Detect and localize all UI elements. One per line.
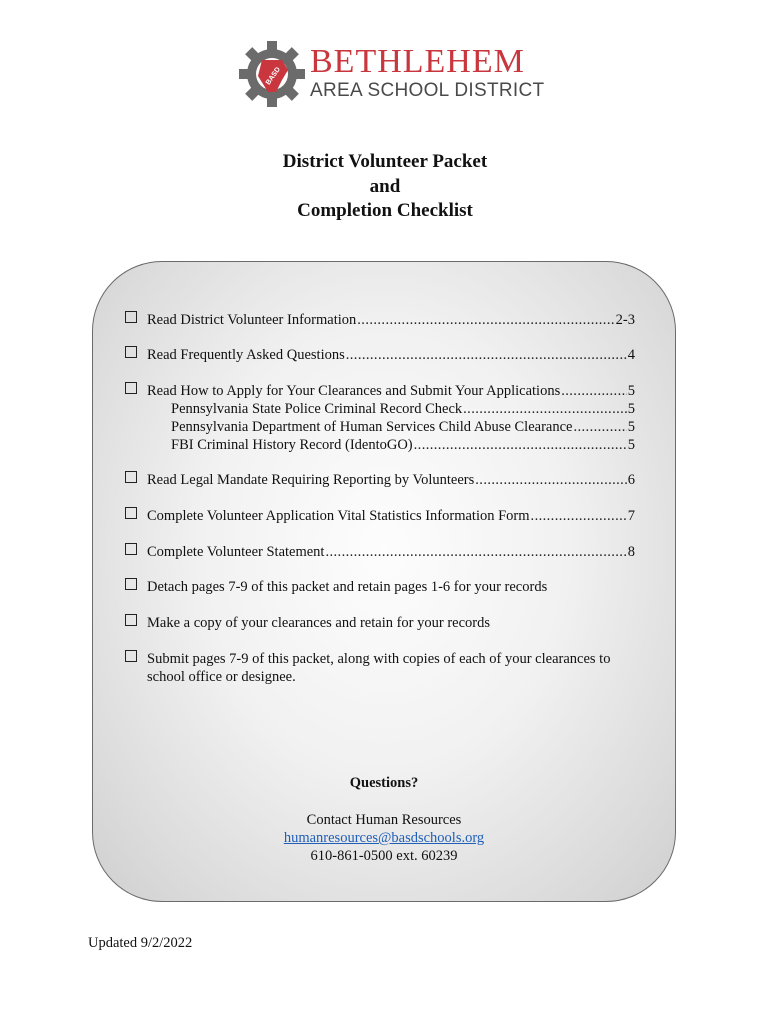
checkbox[interactable] (125, 346, 137, 358)
item-page: 6 (627, 472, 635, 488)
updated-date: Updated 9/2/2022 (88, 935, 193, 951)
subitem-page: 5 (627, 401, 635, 417)
logo-name-line1: BETHLEHEM (310, 43, 525, 80)
checklist-item (125, 382, 635, 454)
checkbox[interactable] (125, 543, 137, 555)
checklist-subitem (171, 400, 635, 418)
checkbox[interactable] (125, 578, 137, 590)
subitem-label: FBI Criminal History Record (IdentoGO) (171, 437, 413, 453)
checkbox[interactable] (125, 650, 137, 662)
gear-emblem-icon (238, 40, 306, 108)
subitem-label: Pennsylvania Department of Human Services Child Abuse Clearance (171, 419, 573, 435)
checkbox[interactable] (125, 471, 137, 483)
checklist-item (125, 311, 635, 329)
title-line1: District Volunteer Packet (282, 151, 488, 172)
logo-badge-text: BASD (264, 66, 283, 87)
item-label: Read How to Apply for Your Clearances and Submit Your Applications (147, 383, 561, 399)
item-label: Read Frequently Asked Questions (147, 347, 345, 363)
district-logo (238, 40, 545, 112)
page-title (0, 150, 770, 224)
checklist-subitem (171, 418, 635, 436)
item-label: Read District Volunteer Information (147, 312, 357, 328)
checkbox[interactable] (125, 614, 137, 626)
checkbox[interactable] (125, 507, 137, 519)
item-label: Make a copy of your clearances and retain for your records (147, 615, 491, 631)
checklist-item (125, 650, 637, 686)
dot-leader (414, 436, 627, 454)
dot-leader (346, 346, 627, 364)
item-label: Complete Volunteer Statement (147, 544, 325, 560)
checklist-item (125, 507, 635, 525)
item-label: Detach pages 7-9 of this packet and retain pages 1-6 for your records (147, 579, 548, 595)
checkbox[interactable] (125, 382, 137, 394)
title-line3: Completion Checklist (297, 200, 473, 221)
contact-phone: 610-861-0500 ext. 60239 (310, 848, 458, 864)
title-line2: and (369, 175, 401, 197)
questions-heading: Questions? (349, 775, 419, 791)
contact-email-link[interactable]: humanresources@basdschools.org (283, 830, 485, 846)
subitem-page: 5 (627, 419, 635, 435)
dot-leader (463, 400, 627, 418)
item-page: 4 (627, 347, 635, 363)
checklist-item (125, 471, 635, 489)
checklist-item (125, 346, 635, 364)
item-page: 2-3 (615, 312, 635, 328)
item-label: Submit pages 7-9 of this packet, along with copies of each of your clearances to school office or designee. (147, 651, 611, 685)
dot-leader (573, 418, 626, 436)
dot-leader (357, 311, 614, 329)
contact-line: Contact Human Resources (306, 812, 462, 828)
checklist-item (125, 543, 635, 561)
dot-leader (325, 543, 626, 561)
checklist-item (125, 614, 635, 632)
dot-leader (531, 507, 627, 525)
checkbox[interactable] (125, 311, 137, 323)
contact-email-row (92, 829, 676, 847)
dot-leader (561, 382, 627, 400)
subitem-label: Pennsylvania State Police Criminal Record Check (171, 401, 463, 417)
item-page: 7 (627, 508, 635, 524)
item-page: 8 (627, 544, 635, 560)
checklist-item (125, 578, 635, 596)
item-label: Read Legal Mandate Requiring Reporting by Volunteers (147, 472, 475, 488)
checklist-subitem (171, 436, 635, 454)
item-label: Complete Volunteer Application Vital Statistics Information Form (147, 508, 530, 524)
logo-name-line2: AREA SCHOOL DISTRICT (310, 80, 545, 101)
dot-leader (475, 471, 626, 489)
item-page: 5 (627, 383, 635, 399)
subitem-page: 5 (627, 437, 635, 453)
